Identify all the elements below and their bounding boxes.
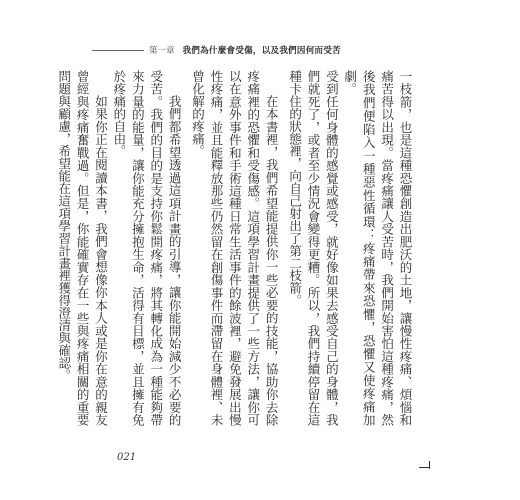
paragraph: 受到任何身體的感覺或感受，就好像如果去感受自己的身體，我們就死了，或者至少情況會變得更糟。所以，我們持續停留在這種卡住的狀態裡，向自己射出了第二枝箭。 [287,70,340,426]
page-number: 021 [117,452,137,463]
paragraph: 在本書裡，我們希望能提供你一些必要的技能，協助你去除疼痛裡的恐懼和受傷感。這項學習計畫提供了一些方法，讓你可以在意外事件和手術這種日常生活事件的餘波裡，避免發展出慢性疼痛，並且能釋放那些仍然留在創傷事件而滯留在身體裡、未曾化解的疼痛。 [190,70,280,426]
header-title: 我們為什麼會受傷，以及我們因何而受苦 [182,46,341,56]
body-text [56,70,414,426]
paragraph: 如果你正在閱讀本書，我們會想像你本人或是你在意的親友曾經與疼痛奮戰過。但是，你能確實存在一些與疼痛相關的重要問題與顧慮，希望能在這項學習計畫裡獲得澄清與確認。 [56,70,109,426]
header-chapter: 第一章 [149,46,175,56]
crop-mark-vertical [429,461,430,469]
running-header [92,44,410,56]
paragraph: 一枝箭，也是這種恐懼創造出肥沃的土地，讓慢性疼痛、煩惱和痛苦得以出現。當疼痛讓人受苦時，我們開始害怕這種疼痛，然後我們便陷入一種惡性循環：疼痛帶來恐懼，恐懼又使疼痛加劇。 [342,70,413,426]
paragraph: 我們都希望透過這項計畫的引導，讓你能開始減少不必要的受苦。我們的目的是支持你鬆開疼痛，將其轉化成為一種能夠帶來力量的能量，讓你能充分擁抱生命，活得有目標，並且擁有免於疼痛的自由。 [111,70,183,426]
header-rule [92,50,144,51]
